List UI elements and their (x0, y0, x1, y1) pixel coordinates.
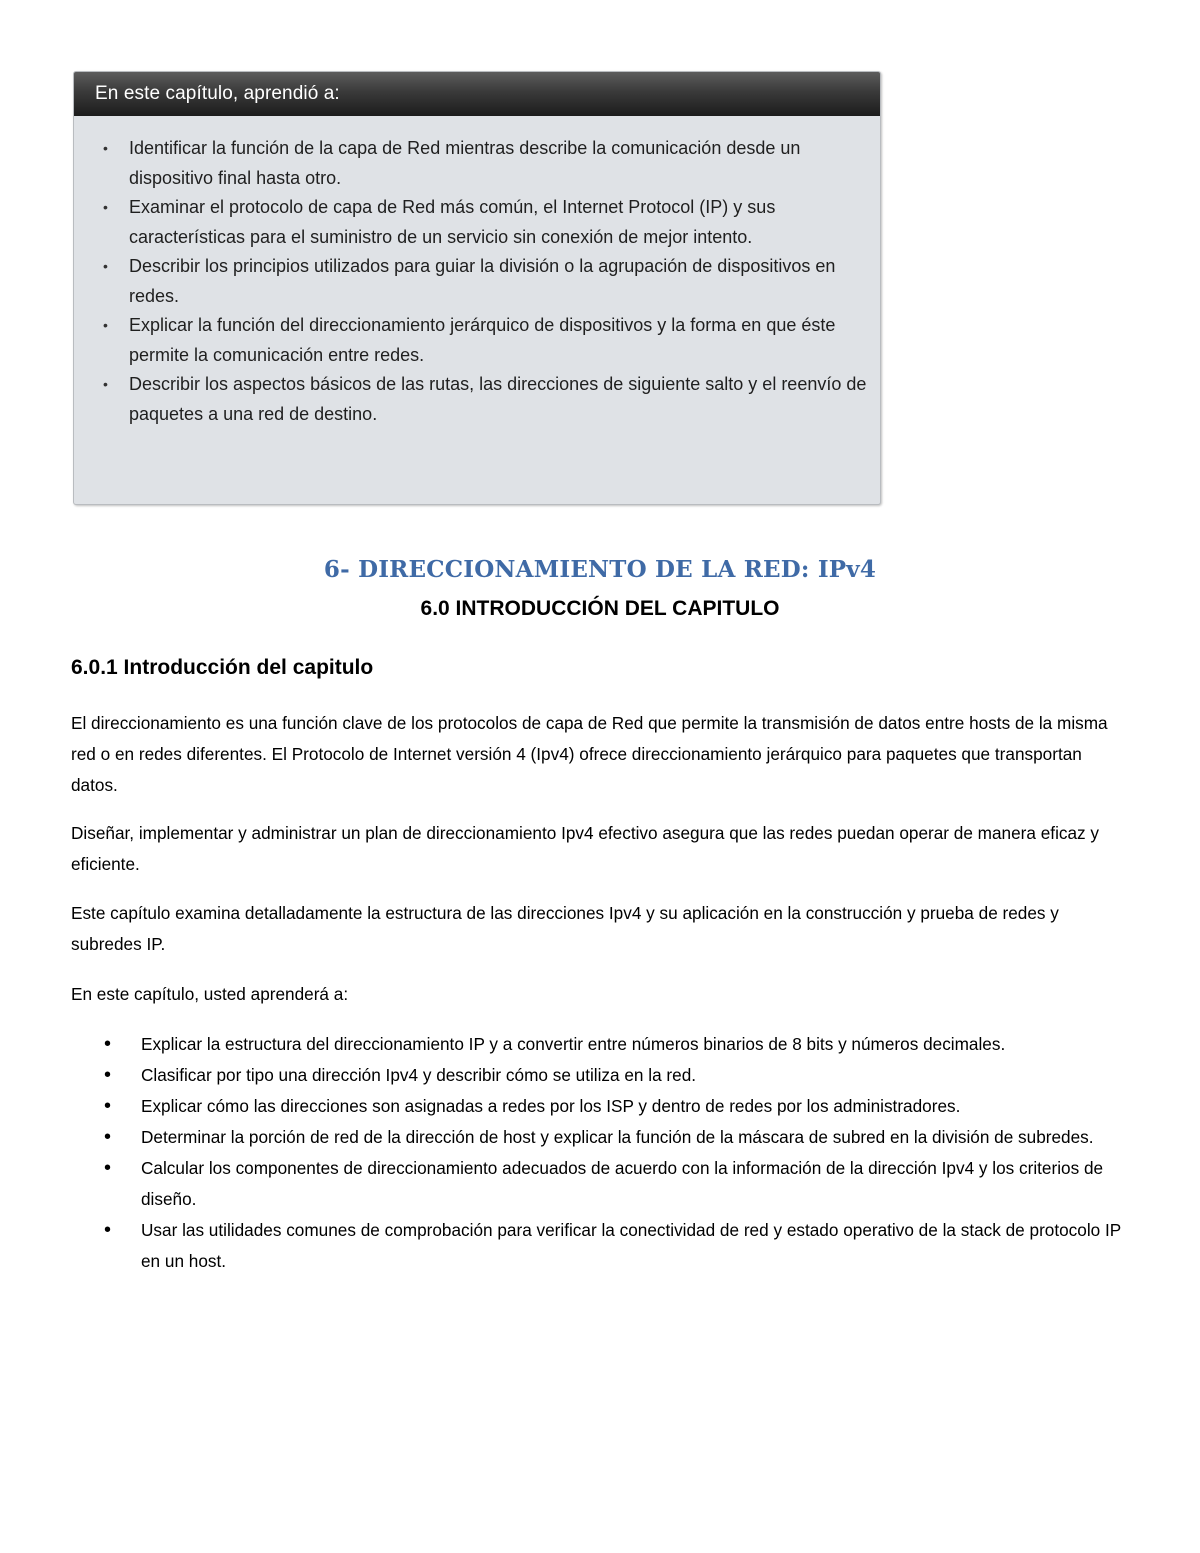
list-item (71, 1091, 1133, 1122)
subsection-title: 6.0.1 Introducción del capitulo (71, 656, 374, 679)
learning-objectives-list (71, 1029, 1133, 1277)
bullet-icon: • (104, 1157, 112, 1179)
chapter-scope-paragraph: Este capítulo examina detalladamente la estructura de las direcciones Ipv4 y su aplicación en la construcción y prueba de redes y subredes IP. (71, 903, 1059, 954)
list-item-text: Explicar la estructura del direccionamiento IP y a convertir entre números binarios de 8 bits y números decimales. (141, 1034, 1006, 1054)
chapter-title: 6- DIRECCIONAMIENTO DE LA RED: IPv4 (323, 556, 877, 583)
bullet-icon: • (103, 258, 108, 274)
list-item-text: Determinar la porción de red de la dirección de host y explicar la función de la máscara de subred en la división de subredes. (141, 1127, 1094, 1147)
summary-item-text: Identificar la función de la capa de Red mientras describe la comunicación desde un dispositivo final hasta otro. (129, 138, 801, 188)
summary-item-text: Explicar la función del direccionamiento jerárquico de dispositivos y la forma en que éste permite la comunicación entre redes. (129, 315, 836, 365)
summary-item (74, 370, 874, 429)
list-item (71, 1215, 1133, 1277)
bullet-icon: • (103, 317, 108, 333)
learn-intro-paragraph: En este capítulo, usted aprenderá a: (71, 984, 349, 1004)
bullet-icon: • (103, 376, 108, 392)
summary-item (74, 134, 874, 193)
list-item-text: Calcular los componentes de direccionamiento adecuados de acuerdo con la información de la dirección Ipv4 y los criterios de diseño. (141, 1158, 1104, 1209)
list-item (71, 1060, 1133, 1091)
bullet-icon: • (104, 1033, 112, 1055)
list-item-text: Explicar cómo las direcciones son asignadas a redes por los ISP y dentro de redes por los administradores. (141, 1096, 961, 1116)
chapter-summary-box (73, 71, 881, 505)
list-item (71, 1153, 1133, 1215)
summary-item-text: Describir los principios utilizados para guiar la división o la agrupación de dispositivos en redes. (129, 256, 836, 306)
summary-list (74, 116, 880, 429)
list-item (71, 1029, 1133, 1060)
summary-item-text: Examinar el protocolo de capa de Red más común, el Internet Protocol (IP) y sus características para el suministro de un servicio sin conexión de mejor intento. (129, 197, 776, 247)
summary-item (74, 193, 874, 252)
summary-item (74, 252, 874, 311)
bullet-icon: • (104, 1219, 112, 1241)
list-item (71, 1122, 1133, 1153)
summary-box-header: En este capítulo, aprendió a: (74, 72, 880, 116)
list-item-text: Clasificar por tipo una dirección Ipv4 y describir cómo se utiliza en la red. (141, 1065, 697, 1085)
bullet-icon: • (104, 1095, 112, 1117)
list-item-text: Usar las utilidades comunes de comprobación para verificar la conectividad de red y estado operativo de la stack de protocolo IP en un host. (141, 1220, 1121, 1271)
bullet-icon: • (104, 1126, 112, 1148)
intro-paragraph: El direccionamiento es una función clave de los protocolos de capa de Red que permite la transmisión de datos entre hosts de la misma red o en redes diferentes. El Protocolo de Internet versión 4 (Ipv4) ofrece direccionamiento jerárquico para paquetes que transportan datos. (71, 713, 1108, 795)
bullet-icon: • (103, 140, 108, 156)
bullet-icon: • (104, 1064, 112, 1086)
section-title: 6.0 INTRODUCCIÓN DEL CAPITULO (420, 597, 780, 620)
design-paragraph: Diseñar, implementar y administrar un plan de direccionamiento Ipv4 efectivo asegura que las redes puedan operar de manera eficaz y eficiente. (71, 823, 1100, 874)
summary-item (74, 311, 874, 370)
bullet-icon: • (103, 199, 108, 215)
summary-item-text: Describir los aspectos básicos de las rutas, las direcciones de siguiente salto y el reenvío de paquetes a una red de destino. (129, 374, 867, 424)
